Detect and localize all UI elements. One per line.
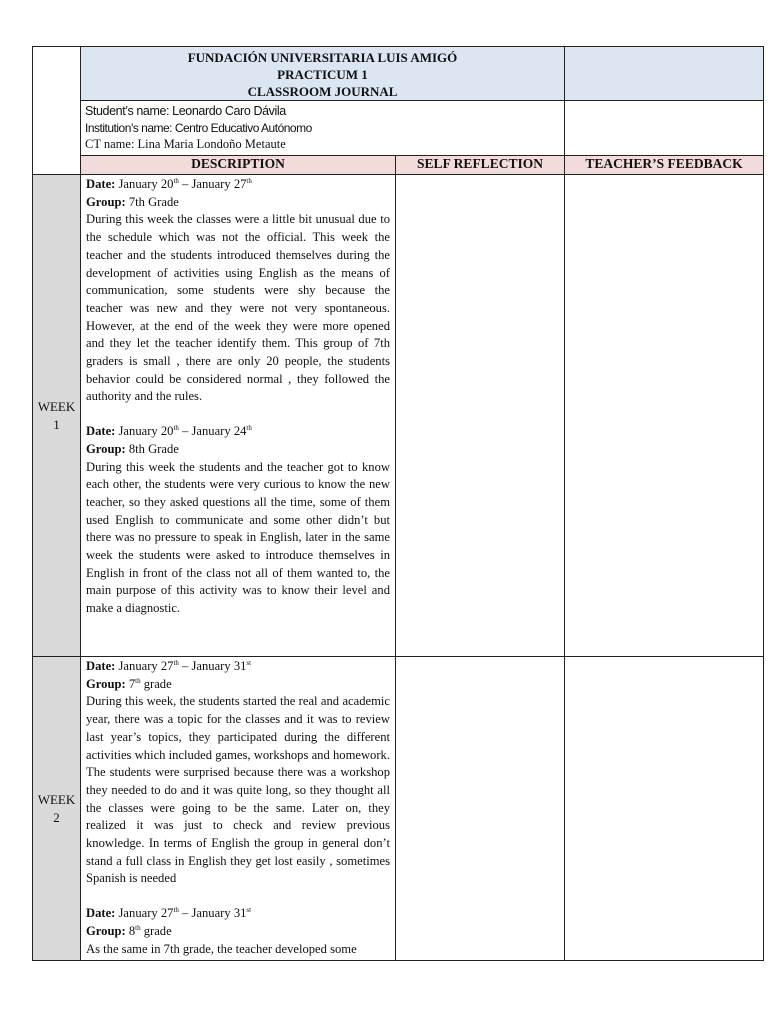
document-title: CLASSROOM JOURNAL [247, 84, 398, 99]
entry-date: Date: January 27th – January 31st [86, 906, 252, 921]
self-reflection-header: SELF REFLECTION [395, 155, 565, 175]
entry-date: Date: January 20th – January 24th [86, 424, 252, 439]
week-2-teacher-feedback [564, 656, 764, 961]
week-word: WEEK [37, 791, 76, 807]
entry-date: Date: January 27th – January 31st [86, 659, 252, 673]
week-2-description [80, 656, 396, 961]
classroom-journal-table [32, 46, 764, 961]
week-1-self-reflection [395, 174, 565, 657]
entry-date: Date: January 20th – January 27th [86, 177, 252, 191]
teacher-feedback-header: TEACHER’S FEEDBACK [564, 155, 764, 175]
entry-group: Group: 7th grade [86, 676, 172, 691]
week-number: 1 [53, 416, 60, 432]
journal-header [80, 46, 565, 101]
week-1-label [32, 174, 81, 657]
description-header: DESCRIPTION [80, 155, 396, 175]
entry-text: As the same in 7th grade, the teacher developed some [86, 941, 357, 956]
student-name: Student’s name: Leonardo Caro Dávila [85, 104, 286, 118]
entry-group: Group: 7th Grade [86, 194, 179, 209]
header-blank-cell [564, 46, 764, 101]
entry-text: During this week, the students started the real and academic year, there was a topic for the classes and it was to review last year’s topics, they participated during the different activities which included games, workshops and homework. The students were surprised because there was a workshop they needed to do and it was quite long, so they thought all the classes were going to be the same. Later on, they realized it was just to check and review previous knowledge. In terms of English the group in general don’t stand a full class in English they get lost easily , sometimes Spanish is needed [86, 694, 390, 886]
entry-text: During this week the classes were a little bit unusual due to the schedule which was not the official. This week the teacher and the students introduced themselves during the development of activities using English as the means of communication, some students were shy because the teacher was new and they were not very spontaneous. However, at the end of the week they were more opened and they let the teacher identify them. This group of 7th graders is small , there are only 20 people, the students behavior could be considered normal , they followed the authority and the rules. [86, 212, 390, 404]
week-number: 2 [53, 809, 60, 825]
entry-group: Group: 8th grade [86, 923, 172, 938]
info-blank-cell [564, 100, 764, 156]
course-title: PRACTICUM 1 [277, 67, 368, 82]
corner-cell [32, 46, 81, 175]
week-word: WEEK [37, 398, 76, 414]
week-2-label [32, 656, 81, 961]
institution-name: Institution’s name: Centro Educativo Autónomo [85, 120, 312, 135]
info-block [80, 100, 565, 156]
ct-name: CT name: Lina Maria Londoño Metaute [85, 137, 286, 151]
institution-title: FUNDACIÓN UNIVERSITARIA LUIS AMIGÓ [187, 50, 458, 65]
week-2-self-reflection [395, 656, 565, 961]
week-1-description [80, 174, 396, 657]
week-1-teacher-feedback [564, 174, 764, 657]
entry-group: Group: 8th Grade [86, 441, 179, 456]
entry-text: During this week the students and the teacher got to know each other, the students were very curious to know the new teacher, so they asked questions all the time, some of them used English to communicate and some other didn’t but there was no pressure to speak in English, later in the same week the students were asked to introduce themselves in English in front of the class not all of them wanted to, the main purpose of this activity was to know their level and make a diagnostic. [86, 459, 390, 616]
